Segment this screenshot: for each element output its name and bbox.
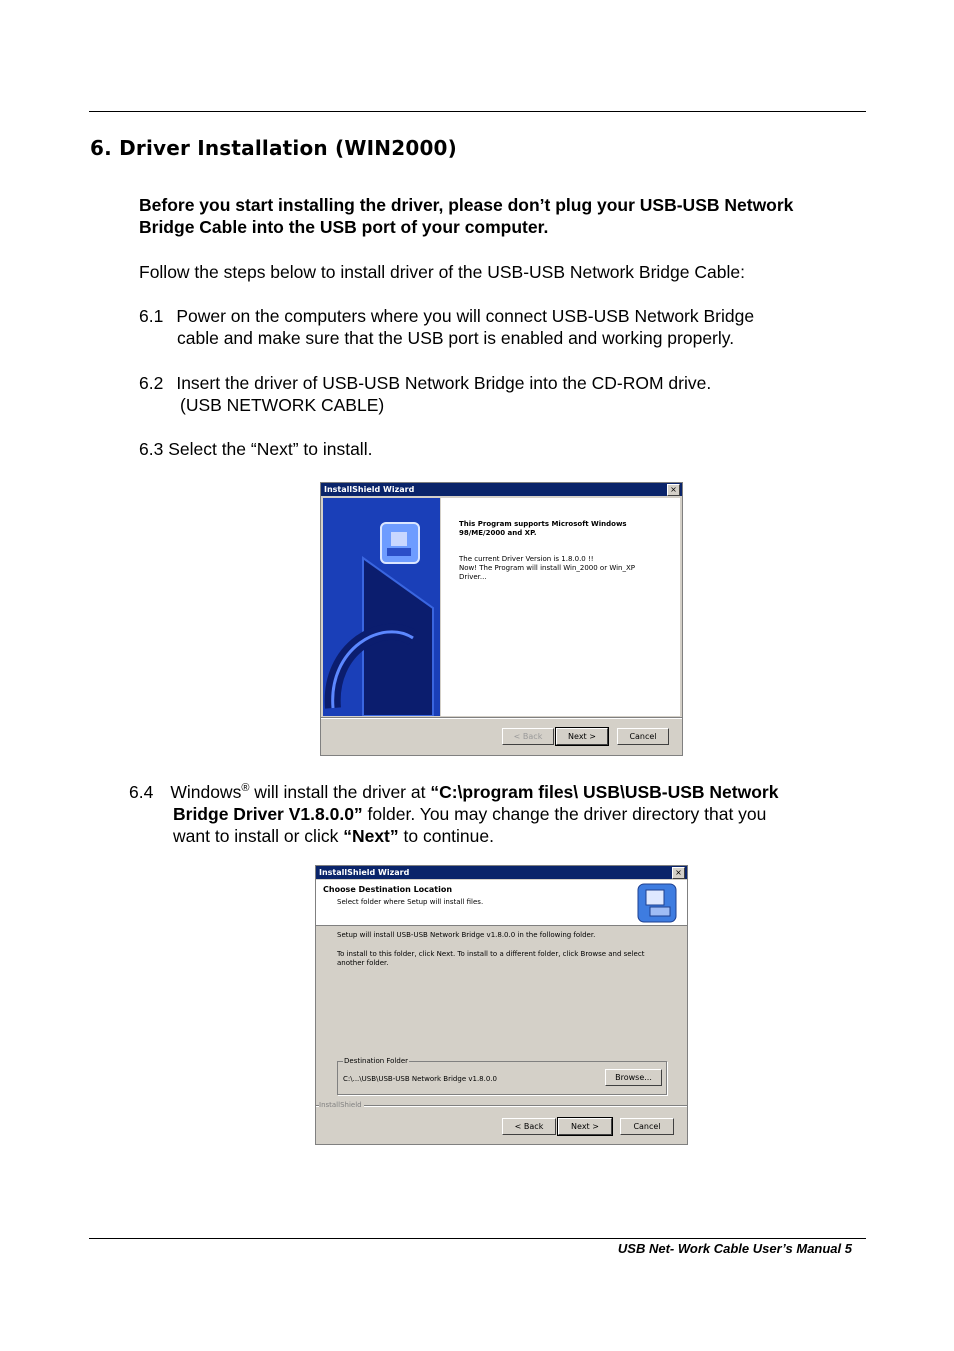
- destination-path: C:\...\USB\USB-USB Network Bridge v1.8.0.0: [343, 1075, 497, 1083]
- top-rule: [89, 111, 866, 112]
- step-6-4-line3a: want to install or click: [173, 825, 344, 846]
- step-6-4-text2: will install the driver at: [249, 781, 431, 802]
- dialog1-bold-line2: 98/ME/2000 and XP.: [459, 529, 537, 537]
- destination-folder-group: [337, 1057, 667, 1095]
- dialog1-body-line2: Now! The Program will install Win_2000 or Win_XP: [459, 564, 635, 572]
- dialog2-header: [316, 880, 687, 926]
- next-button[interactable]: Next >: [558, 1118, 612, 1135]
- step-6-2-line2: (USB NETWORK CABLE): [180, 395, 385, 415]
- installshield-brand: InstallShield: [319, 1101, 362, 1109]
- step-6-4-number: 6.4: [129, 781, 154, 802]
- dialog1-body-line1: The current Driver Version is 1.8.0.0 !!: [459, 555, 594, 563]
- destination-folder-label: Destination Folder: [344, 1057, 409, 1065]
- step-6-4-bold1: “C:\program files\ USB\USB-USB Network: [430, 781, 779, 802]
- next-button[interactable]: Next >: [556, 728, 608, 745]
- cancel-button[interactable]: Cancel: [617, 728, 669, 745]
- step-6-2: [139, 372, 711, 416]
- step-6-4: [129, 777, 778, 847]
- section-heading: 6. Driver Installation (WIN2000): [90, 136, 458, 160]
- browse-button[interactable]: Browse...: [605, 1069, 662, 1086]
- installer-computer-icon: [637, 883, 677, 923]
- dialog2-title: InstallShield Wizard: [319, 868, 410, 877]
- dialog1-content: [441, 498, 680, 716]
- step-6-4-bold3: “Next”: [343, 825, 399, 846]
- dialog1-body-line3: Driver...: [459, 573, 487, 581]
- dialog2-header-title: Choose Destination Location: [323, 885, 453, 894]
- intro-text: Follow the steps below to install driver of the USB-USB Network Bridge Cable:: [139, 262, 745, 282]
- close-icon[interactable]: ×: [672, 867, 685, 879]
- warning-line-1: Before you start installing the driver, please don’t plug your USB-USB Network: [139, 195, 794, 215]
- step-6-1-line1: Power on the computers where you will connect USB-USB Network Bridge: [176, 306, 755, 326]
- dialog2-titlebar: [316, 866, 687, 879]
- dialog1-separator: [321, 717, 682, 719]
- bottom-rule: [89, 1238, 866, 1239]
- installshield-welcome-dialog: [320, 482, 683, 756]
- dialog2-header-sub: Select folder where Setup will install files.: [337, 898, 484, 906]
- step-6-4-line3b: to continue.: [398, 825, 494, 846]
- step-6-1-line2: cable and make sure that the USB port is enabled and working properly.: [177, 328, 735, 348]
- dialog1-titlebar: [321, 483, 682, 496]
- warning-line-2: Bridge Cable into the USB port of your computer.: [139, 217, 549, 237]
- step-6-1: [139, 305, 754, 349]
- dialog2-body-line2: To install to this folder, click Next. To install to a different folder, click Browse and select: [337, 950, 645, 958]
- step-6-2-number: 6.2: [139, 373, 164, 393]
- installer-graphic-icon: [323, 498, 440, 716]
- installshield-destination-dialog: [315, 865, 688, 1145]
- dialog1-art-panel: [323, 498, 440, 716]
- step-6-3: 6.3 Select the “Next” to install.: [139, 439, 373, 459]
- cancel-button[interactable]: Cancel: [620, 1118, 674, 1135]
- dialog1-bold-line1: This Program supports Microsoft Windows: [459, 520, 627, 528]
- back-button[interactable]: < Back: [502, 728, 554, 745]
- registered-mark: ®: [241, 782, 250, 794]
- dialog2-body-line1: Setup will install USB-USB Network Bridge v1.8.0.0 in the following folder.: [337, 931, 596, 939]
- back-button[interactable]: < Back: [502, 1118, 556, 1135]
- step-6-4-text3: folder. You may change the driver directory that you: [362, 803, 767, 824]
- dialog1-title: InstallShield Wizard: [324, 485, 415, 494]
- page-footer: USB Net- Work Cable User’s Manual 5: [617, 1241, 852, 1256]
- warning-text: [139, 194, 793, 238]
- installshield-brand-separator: [316, 1101, 687, 1109]
- step-6-4-text1: Windows: [170, 781, 242, 802]
- close-icon[interactable]: ×: [667, 484, 680, 496]
- dialog2-body-line3: another folder.: [337, 959, 389, 967]
- step-6-4-bold2: Bridge Driver V1.8.0.0”: [173, 803, 363, 824]
- step-6-1-number: 6.1: [139, 306, 164, 326]
- step-6-2-line1: Insert the driver of USB-USB Network Bridge into the CD-ROM drive.: [176, 373, 712, 393]
